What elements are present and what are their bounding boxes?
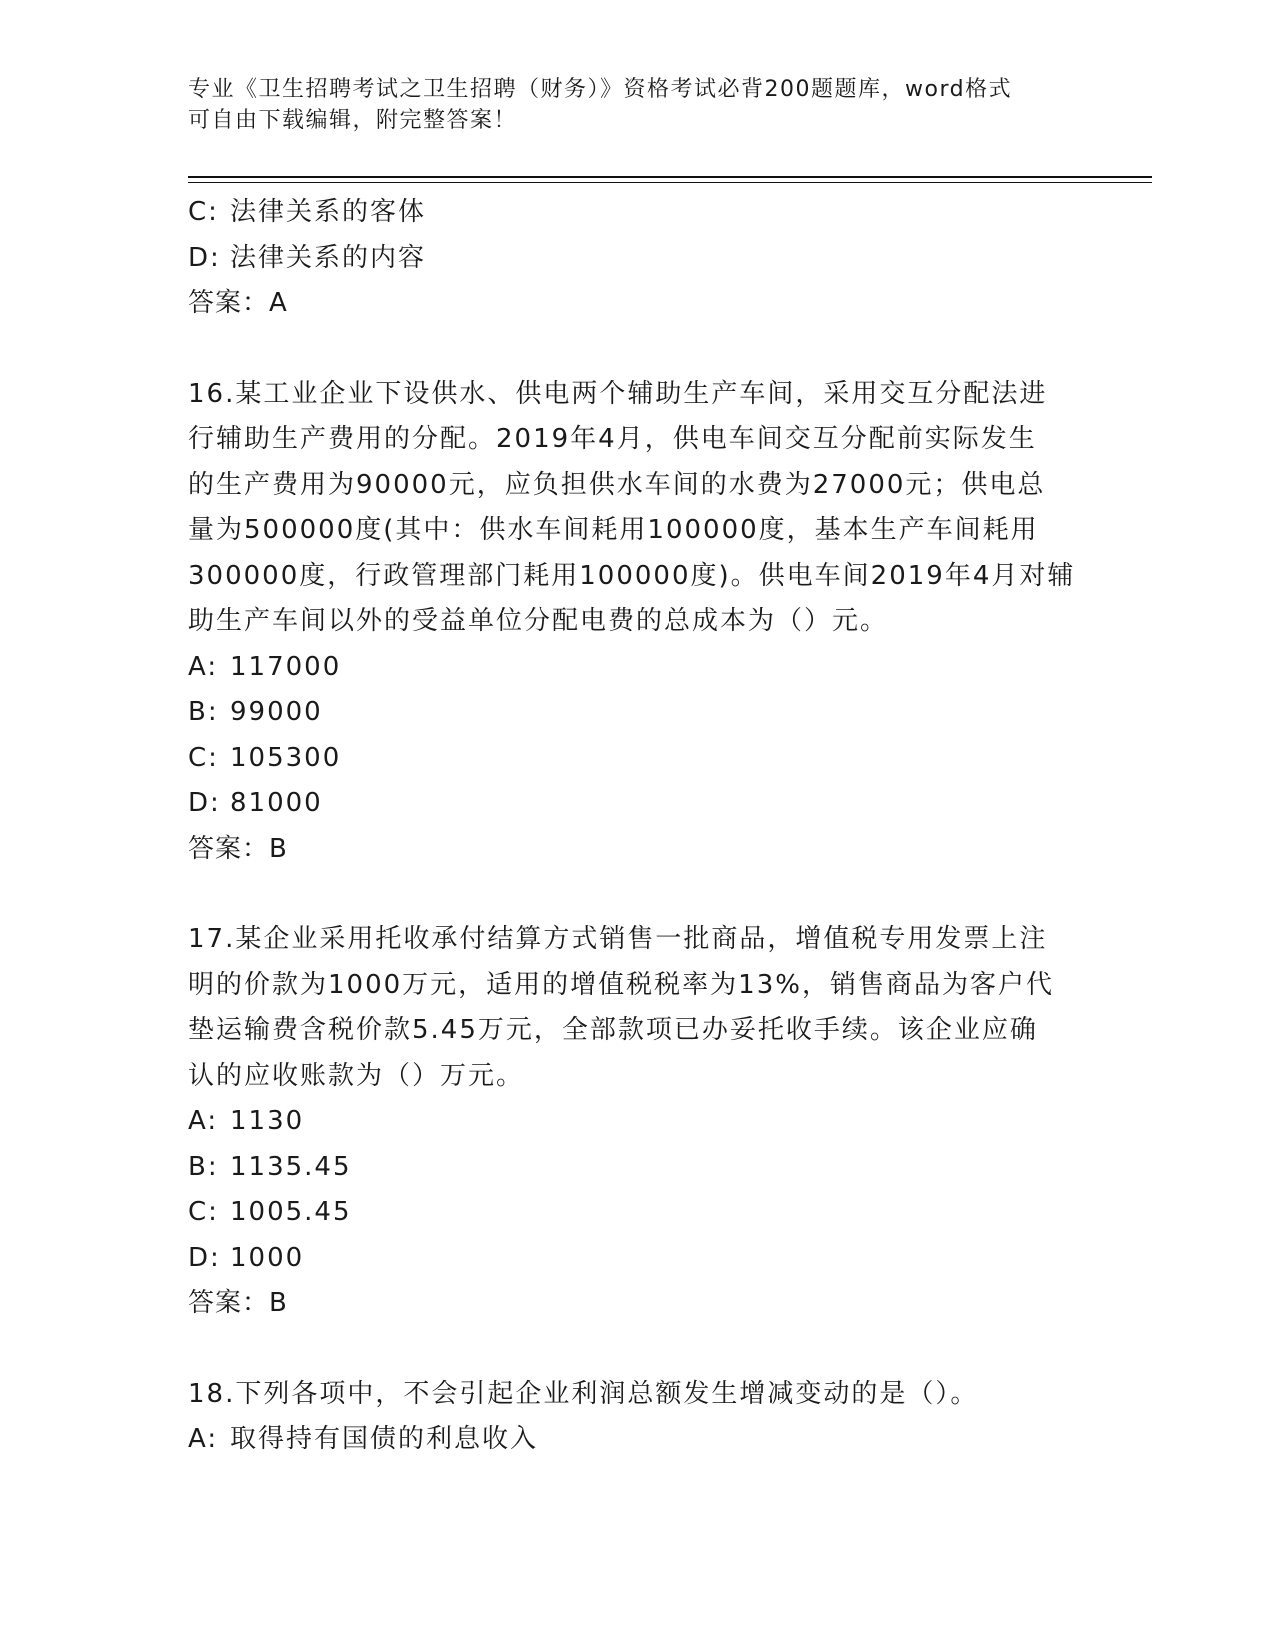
- document-header: [188, 74, 1088, 136]
- option-b: [188, 1145, 1088, 1191]
- option-text: 81000: [230, 788, 323, 818]
- answer-line: 答案：B: [188, 833, 288, 864]
- question-stem-line: 行辅助生产费用的分配。2019年4月，供电车间交互分配前实际发生: [188, 424, 1037, 454]
- header-divider-thick: [188, 176, 1152, 178]
- option-text: 1000: [230, 1242, 305, 1273]
- question-stem-line: 16.某工业企业下设供水、供电两个辅助生产车间，采用交互分配法进: [188, 378, 1048, 409]
- option-label: D:: [188, 788, 221, 818]
- header-divider-thin: [188, 182, 1152, 183]
- question-stem-line: 300000度，行政管理部门耗用100000度)。供电车间2019年4月对辅: [188, 560, 1076, 591]
- question-stem-line: 的生产费用为90000元，应负担供水车间的水费为27000元；供电总: [188, 469, 1046, 500]
- question-17: [188, 917, 1088, 1327]
- question-16: [188, 372, 1088, 873]
- option-c: [188, 736, 1088, 782]
- question-stem-line: 明的价款为1000万元，适用的增值税税率为13%，销售商品为客户代: [188, 969, 1054, 1000]
- option-text: 1130: [230, 1106, 305, 1136]
- option-label: C:: [188, 1197, 219, 1227]
- question-stem-line: 垫运输费含税价款5.45万元，全部款项已办妥托收手续。该企业应确: [188, 1015, 1038, 1045]
- option-label: D:: [188, 1242, 221, 1273]
- option-c: [188, 1190, 1088, 1236]
- option-text: 取得持有国债的利息收入: [230, 1424, 539, 1454]
- header-line-1: 专业《卫生招聘考试之卫生招聘（财务）》资格考试必背200题题库，word格式: [188, 77, 1013, 102]
- option-text: 1005.45: [230, 1197, 352, 1227]
- header-line-2: 可自由下载编辑，附完整答案！: [188, 108, 518, 133]
- option-label: C:: [188, 742, 219, 773]
- option-c: [188, 190, 1088, 236]
- option-d: [188, 781, 1088, 827]
- option-a: [188, 1417, 1088, 1463]
- option-text: 99000: [230, 697, 323, 727]
- question-18: [188, 1372, 1088, 1463]
- option-text: 法律关系的客体: [230, 197, 427, 227]
- previous-question-tail: [188, 190, 1088, 327]
- option-b: [188, 690, 1088, 736]
- option-text: 法律关系的内容: [230, 242, 427, 273]
- question-stem-line: 17.某企业采用托收承付结算方式销售一批商品，增值税专用发票上注: [188, 924, 1048, 954]
- option-a: [188, 1099, 1088, 1145]
- option-text: 117000: [230, 651, 342, 682]
- question-stem-line: 认的应收账款为（）万元。: [188, 1060, 525, 1091]
- option-d: [188, 236, 1088, 282]
- option-label: A:: [188, 651, 219, 682]
- answer-line: 答案：A: [188, 288, 288, 318]
- option-a: [188, 645, 1088, 691]
- question-stem-line: 18.下列各项中，不会引起企业利润总额发生增减变动的是（）。: [188, 1378, 979, 1409]
- question-stem-line: 量为500000度(其中：供水车间耗用100000度，基本生产车间耗用: [188, 515, 1039, 545]
- option-label: B:: [188, 1151, 219, 1182]
- answer-line: 答案：B: [188, 1288, 288, 1318]
- document-body: [188, 190, 1088, 1463]
- question-stem-line: 助生产车间以外的受益单位分配电费的总成本为（）元。: [188, 606, 889, 636]
- option-label: D:: [188, 242, 221, 273]
- option-label: A:: [188, 1424, 219, 1454]
- option-label: A:: [188, 1106, 219, 1136]
- option-text: 105300: [230, 742, 342, 773]
- option-text: 1135.45: [230, 1151, 352, 1182]
- option-label: B:: [188, 697, 219, 727]
- option-label: C:: [188, 197, 219, 227]
- option-d: [188, 1236, 1088, 1282]
